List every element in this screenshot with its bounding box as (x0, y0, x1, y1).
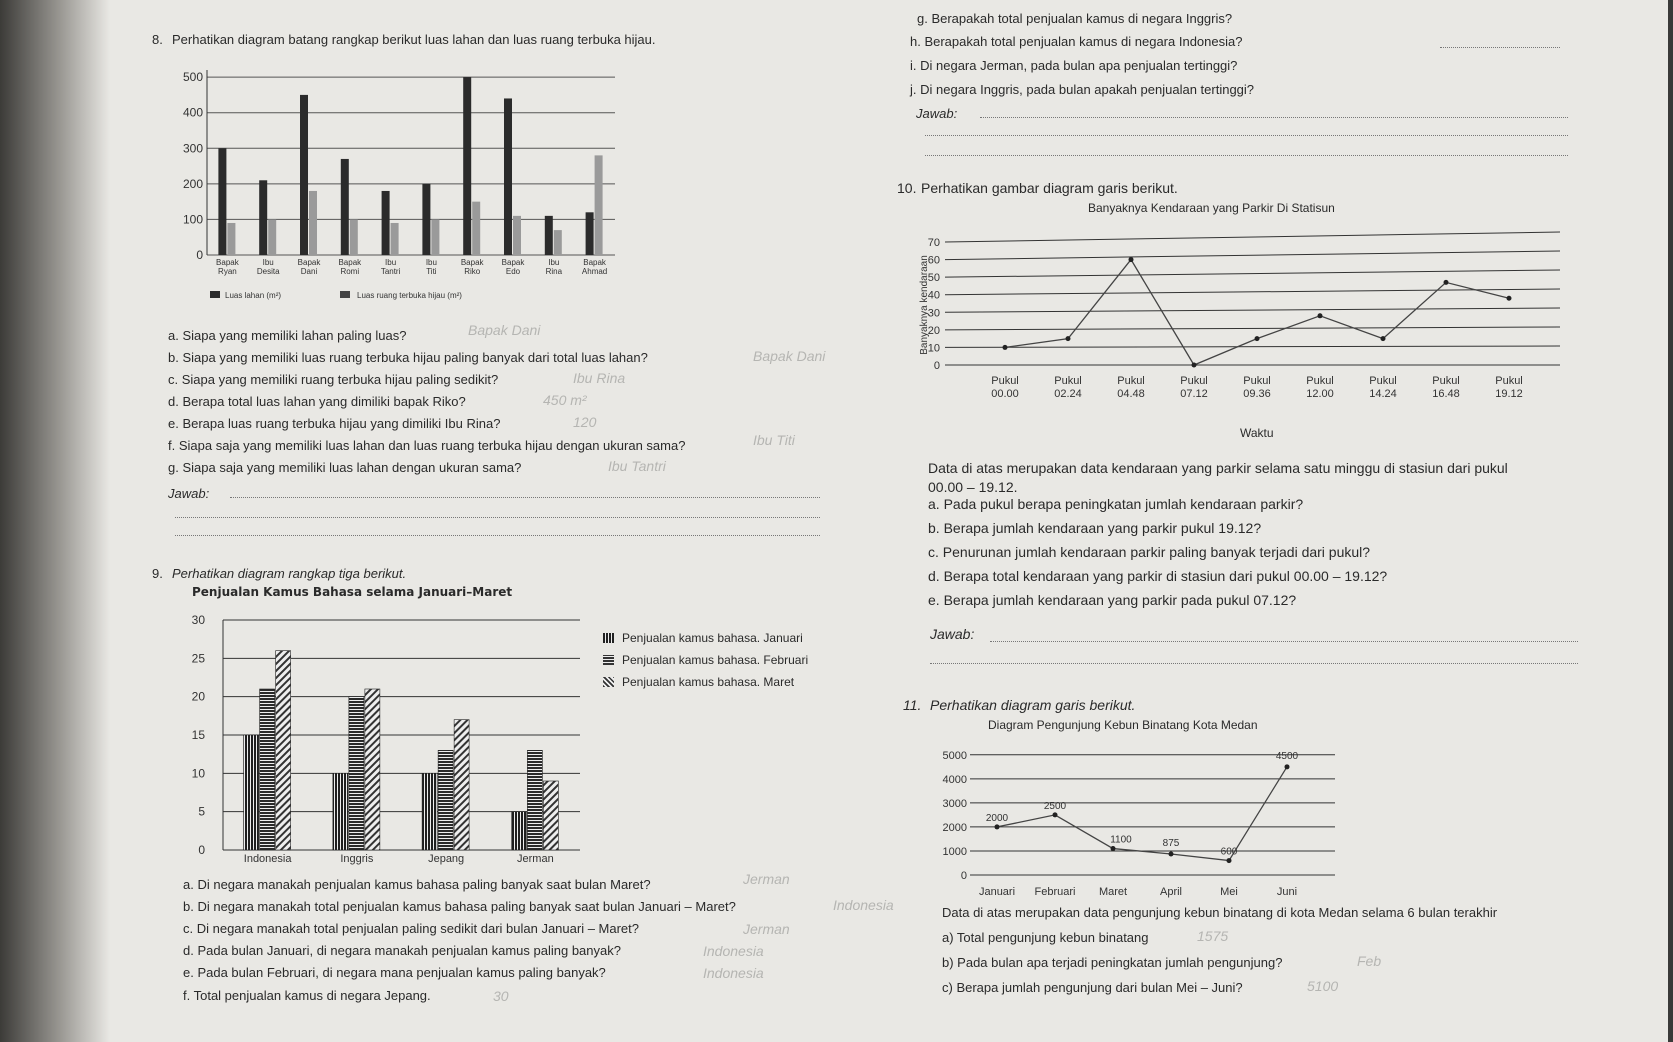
y-tick-label: 400 (182, 105, 203, 120)
q8-jawab-label: Jawab: (168, 486, 210, 501)
y-tick-label: 50 (927, 272, 940, 285)
y-tick-label: 4000 (942, 773, 967, 786)
legend-january: Penjualan kamus bahasa. Januari (603, 630, 803, 646)
q8-answer-g: Ibu Tantri (608, 458, 666, 474)
y-tick-label: 5 (198, 804, 205, 819)
q8-question-e: e. Berapa luas ruang terbuka hijau yang dimiliki Ibu Rina? (168, 416, 501, 431)
q11-answer-c: 5100 (1307, 978, 1339, 994)
legend-swatch-land (210, 291, 220, 298)
x-tick-label-top: Pukul (1432, 375, 1460, 387)
q9-answer-b: Indonesia (833, 897, 894, 913)
q8-question-f: f. Siapa saja yang memiliki luas lahan dan luas ruang terbuka hijau dengan ukuran sama? (168, 438, 686, 453)
x-category-label-line2: Romi (340, 267, 360, 276)
data-point (1053, 812, 1058, 817)
x-category-label: Jerman (517, 853, 554, 865)
answer-line (930, 662, 1578, 664)
bar-march (276, 651, 291, 850)
q8-question-d: d. Berapa total luas lahan yang dimiliki bapak Riko? (168, 394, 466, 409)
x-category-label: Jepang (428, 853, 465, 865)
q8-answer-a: Bapak Dani (468, 322, 541, 338)
bar-february (527, 750, 542, 850)
data-point (1381, 336, 1386, 341)
bar-green (268, 219, 276, 255)
x-category-label: Inggris (340, 853, 374, 865)
x-tick-label-bottom: 14.24 (1369, 388, 1397, 400)
q8-bar-chart (165, 55, 640, 315)
q10-intro: Perhatikan gambar diagram garis berikut. (921, 180, 1178, 196)
x-category-label-line1: Ibu (548, 258, 560, 267)
gridline (945, 346, 1560, 347)
x-tick-label-bottom: 04.48 (1117, 388, 1145, 400)
y-tick-label: 20 (191, 689, 205, 704)
q10-chart-title: Banyaknya Kendaraan yang Parkir Di Statisun (1088, 201, 1335, 215)
data-point (1129, 257, 1134, 262)
x-tick-label: Januari (978, 886, 1016, 898)
y-tick-label: 20 (927, 324, 940, 337)
x-tick-label-bottom: 02.24 (1054, 388, 1082, 400)
x-category-label-line1: Bapak (583, 258, 606, 267)
y-tick-label: 15 (191, 728, 205, 742)
q10-question-b: b. Berapa jumlah kendaraan yang parkir pukul 19.12? (928, 520, 1262, 536)
answer-line (980, 116, 1568, 118)
q9-question-d: d. Pada bulan Januari, di negara manakah penjualan kamus paling banyak? (183, 943, 621, 958)
bar-february (260, 689, 275, 850)
bar-january (333, 773, 348, 850)
answer-line (925, 134, 1568, 136)
x-tick-label-top: Pukul (1369, 375, 1397, 387)
y-tick-label: 40 (927, 289, 940, 302)
bar-march (365, 689, 380, 850)
bar-green (391, 223, 399, 255)
answer-line (925, 154, 1568, 156)
bar-green (431, 219, 439, 255)
bar-green (513, 216, 521, 255)
y-tick-label: 10 (927, 342, 940, 355)
y-tick-label: 500 (182, 70, 203, 85)
x-category-label-line1: Bapak (338, 258, 362, 267)
gridline (945, 289, 1560, 295)
q10-jawab-label: Jawab: (930, 626, 975, 642)
x-category-label-line2: Riko (464, 267, 481, 276)
y-tick-label: 25 (191, 651, 205, 666)
data-label: 875 (1162, 837, 1180, 849)
x-category-label-line1: Bapak (501, 258, 525, 267)
q8-cont-jawab-label: Jawab: (916, 106, 958, 121)
q8-question-g: g. Siapa saja yang memiliki luas lahan dengan ukuran sama? (168, 460, 522, 475)
x-category-label: Indonesia (243, 853, 292, 865)
q9-question-b: b. Di negara manakah total penjualan kamus bahasa paling banyak saat bulan Januari – Maret? (183, 899, 736, 914)
y-tick-label: 5000 (942, 749, 967, 762)
y-tick-label: 30 (191, 613, 205, 627)
bar-green (595, 155, 603, 255)
y-tick-label: 60 (927, 254, 940, 267)
x-category-label-line2: Titi (426, 267, 437, 276)
q9-answer-f: 30 (493, 988, 509, 1004)
x-tick-label-top: Pukul (1243, 375, 1271, 387)
q11-number: 11. (903, 697, 922, 713)
q10-desc-line2: 00.00 – 19.12. (928, 479, 1018, 495)
gridline (945, 308, 1560, 312)
q11-line-chart (920, 730, 1340, 905)
x-category-label-line1: Ibu (262, 258, 274, 267)
y-tick-label: 0 (933, 360, 940, 372)
x-category-label-line2: Tantri (380, 267, 401, 276)
gridline (945, 251, 1560, 260)
x-category-label-line2: Rina (545, 267, 563, 276)
y-tick-label: 3000 (942, 797, 967, 810)
q10-question-d: d. Berapa total kendaraan yang parkir di stasiun dari pukul 00.00 – 19.12? (928, 568, 1388, 584)
bar-land (586, 212, 594, 255)
q-i: i. Di negara Jerman, pada bulan apa penjualan tertinggi? (910, 58, 1238, 73)
bar-land (422, 184, 430, 255)
q10-xlabel: Waktu (1240, 426, 1274, 440)
data-point (1444, 280, 1449, 285)
bar-january (244, 735, 259, 850)
legend-swatch-march (603, 677, 614, 687)
x-tick-label-top: Pukul (1054, 375, 1082, 387)
gridline (945, 270, 1560, 277)
data-point (1285, 764, 1290, 769)
q9-chart-title: Penjualan Kamus Bahasa selama Januari–Maret (192, 585, 513, 599)
q9-answer-d: Indonesia (703, 943, 764, 959)
data-label: 1100 (1110, 834, 1132, 846)
page-shadow (0, 0, 110, 1042)
bar-february (349, 697, 364, 850)
legend-february: Penjualan kamus bahasa. Februari (603, 652, 808, 668)
q9-question-c: c. Di negara manakah total penjualan paling sedikit dari bulan Januari – Maret? (183, 921, 640, 936)
q8-question-a: a. Siapa yang memiliki lahan paling luas? (168, 328, 407, 343)
x-tick-label-bottom: 16.48 (1432, 388, 1460, 400)
y-tick-label: 0 (960, 870, 967, 882)
q11-answer-a: 1575 (1197, 928, 1229, 944)
q11-chart-title: Diagram Pengunjung Kebun Binatang Kota Medan (988, 718, 1258, 732)
bar-land (382, 191, 390, 255)
y-tick-label: 1000 (942, 845, 967, 858)
q9-number: 9. (152, 566, 163, 581)
q10-desc-line1: Data di atas merupakan data kendaraan yang parkir selama satu minggu di stasiun dari pukul (928, 460, 1508, 476)
x-tick-label-bottom: 07.12 (1180, 388, 1208, 400)
y-tick-label: 2000 (942, 821, 967, 834)
q8-answer-f: Ibu Titi (753, 432, 795, 448)
q9-intro: Perhatikan diagram rangkap tiga berikut. (172, 566, 407, 581)
q-g: g. Berapakah total penjualan kamus di negara Inggris? (917, 11, 1233, 26)
answer-line (175, 534, 820, 536)
x-tick-label-top: Pukul (1306, 375, 1334, 387)
y-tick-label: 30 (927, 307, 940, 320)
legend-swatch-february (603, 655, 614, 665)
x-tick-label-bottom: 12.00 (1306, 388, 1334, 400)
bar-january (422, 773, 437, 850)
legend-land-label: Luas lahan (m²) (225, 291, 282, 300)
x-tick-label-bottom: 09.36 (1243, 388, 1271, 400)
q10-line-chart (890, 225, 1570, 410)
q11-answer-b: Feb (1357, 953, 1382, 969)
q8-intro: Perhatikan diagram batang rangkap berikut luas lahan dan luas ruang terbuka hijau. (172, 32, 656, 47)
y-tick-label: 0 (198, 843, 205, 857)
legend-green-label: Luas ruang terbuka hijau (m²) (357, 291, 462, 300)
q11-question-a: a) Total pengunjung kebun binatang (942, 930, 1149, 945)
y-tick-label: 70 (927, 237, 940, 249)
q9-question-e: e. Pada bulan Februari, di negara mana penjualan kamus paling banyak? (183, 965, 606, 980)
x-tick-label: April (1159, 886, 1183, 898)
q10-question-a: a. Pada pukul berapa peningkatan jumlah kendaraan parkir? (928, 496, 1304, 512)
x-tick-label-bottom: 00.00 (991, 388, 1019, 400)
data-label: 2500 (1043, 800, 1067, 812)
data-point (1111, 846, 1116, 851)
y-tick-label: 100 (182, 212, 203, 227)
legend-swatch-green (340, 291, 350, 298)
x-category-label-line2: Dani (300, 267, 318, 276)
q10-question-c: c. Penurunan jumlah kendaraan parkir paling banyak terjadi dari pukul? (928, 544, 1371, 560)
x-category-label-line1: Ibu (385, 258, 397, 267)
y-tick-label: 10 (191, 766, 205, 781)
x-category-label-line1: Bapak (297, 258, 321, 267)
bar-green (472, 202, 480, 255)
q11-intro: Perhatikan diagram garis berikut. (930, 697, 1136, 713)
bar-green (227, 223, 235, 255)
q11-question-c: c) Berapa jumlah pengunjung dari bulan Mei – Juni? (942, 980, 1243, 995)
x-tick-label: Mei (1220, 886, 1238, 898)
q8-answer-c: Ibu Rina (573, 370, 626, 386)
bar-land (545, 216, 553, 255)
x-tick-label-top: Pukul (1117, 375, 1145, 387)
data-line (997, 767, 1287, 861)
bar-february (438, 750, 453, 850)
q11-desc: Data di atas merupakan data pengunjung kebun binatang di kota Medan selama 6 bulan terakhir (942, 905, 1498, 920)
q-h: h. Berapakah total penjualan kamus di negara Indonesia? (910, 34, 1243, 49)
bar-green (350, 219, 358, 255)
gridline (945, 232, 1560, 242)
bar-green (554, 230, 562, 255)
q8-question-b: b. Siapa yang memiliki luas ruang terbuka hijau paling banyak dari total luas lahan? (168, 350, 648, 365)
x-tick-label-bottom: 19.12 (1495, 388, 1523, 400)
x-category-label-line1: Bapak (216, 258, 239, 267)
bar-land (259, 180, 267, 255)
bar-land (300, 95, 308, 255)
q9-answer-e: Indonesia (703, 965, 764, 981)
answer-line (1440, 46, 1560, 48)
q9-answer-c: Jerman (743, 921, 790, 937)
data-point (995, 824, 1000, 829)
y-tick-label: 200 (182, 176, 203, 191)
q9-question-f: f. Total penjualan kamus di negara Jepang. (183, 988, 431, 1003)
bar-land (463, 77, 471, 255)
data-point (1227, 858, 1232, 863)
bar-land (341, 159, 349, 255)
q10-question-e: e. Berapa jumlah kendaraan yang parkir pada pukul 07.12? (928, 592, 1297, 608)
answer-line (175, 516, 820, 518)
data-point (1066, 336, 1071, 341)
x-category-label-line2: Ahmad (581, 267, 608, 276)
q11-question-b: b) Pada bulan apa terjadi peningkatan jumlah pengunjung? (942, 955, 1283, 970)
q-j: j. Di negara Inggris, pada bulan apakah penjualan tertinggi? (910, 82, 1255, 97)
answer-line (230, 496, 820, 498)
q9-answer-a: Jerman (743, 871, 790, 887)
x-category-label-line1: Ibu (425, 258, 437, 267)
data-point (1507, 296, 1512, 301)
x-category-label-line2: Edo (505, 267, 521, 276)
q9-question-a: a. Di negara manakah penjualan kamus bahasa paling banyak saat bulan Maret? (183, 877, 651, 892)
data-label: 600 (1220, 846, 1238, 858)
q8-answer-e: 120 (573, 414, 597, 430)
data-point (1003, 345, 1008, 350)
bar-january (511, 812, 526, 850)
x-tick-label: Maret (1098, 886, 1128, 898)
data-point (1192, 363, 1197, 368)
x-tick-label: Februari (1034, 886, 1076, 898)
bar-march (454, 720, 469, 850)
x-tick-label: Juni (1276, 886, 1298, 898)
data-label: 2000 (985, 812, 1009, 824)
bar-land (218, 148, 226, 255)
x-category-label-line1: Bapak (460, 258, 484, 267)
data-point (1318, 313, 1323, 318)
q8-question-c: c. Siapa yang memiliki ruang terbuka hijau paling sedikit? (168, 372, 499, 387)
bar-land (504, 98, 512, 255)
data-point (1169, 851, 1174, 856)
q10-number: 10. (897, 180, 917, 196)
x-category-label-line2: Desita (256, 267, 280, 276)
y-tick-label: 300 (182, 141, 203, 156)
legend-swatch-january (603, 633, 614, 643)
answer-line (990, 640, 1578, 642)
x-tick-label-top: Pukul (991, 375, 1019, 387)
y-axis-label: Banyaknya kendaraan (919, 255, 930, 355)
x-category-label-line2: Ryan (218, 267, 237, 276)
legend-march: Penjualan kamus bahasa. Maret (603, 674, 794, 690)
bar-green (309, 191, 317, 255)
q8-answer-d: 450 m² (543, 392, 587, 408)
x-tick-label-top: Pukul (1180, 375, 1208, 387)
bar-march (543, 781, 558, 850)
q9-bar-chart (185, 605, 585, 875)
q8-answer-b: Bapak Dani (753, 348, 826, 364)
q8-number: 8. (152, 32, 163, 47)
y-tick-label: 0 (196, 248, 203, 262)
data-label: 4500 (1275, 750, 1299, 762)
gridline (945, 327, 1560, 330)
x-tick-label-top: Pukul (1495, 375, 1523, 387)
data-point (1255, 336, 1260, 341)
